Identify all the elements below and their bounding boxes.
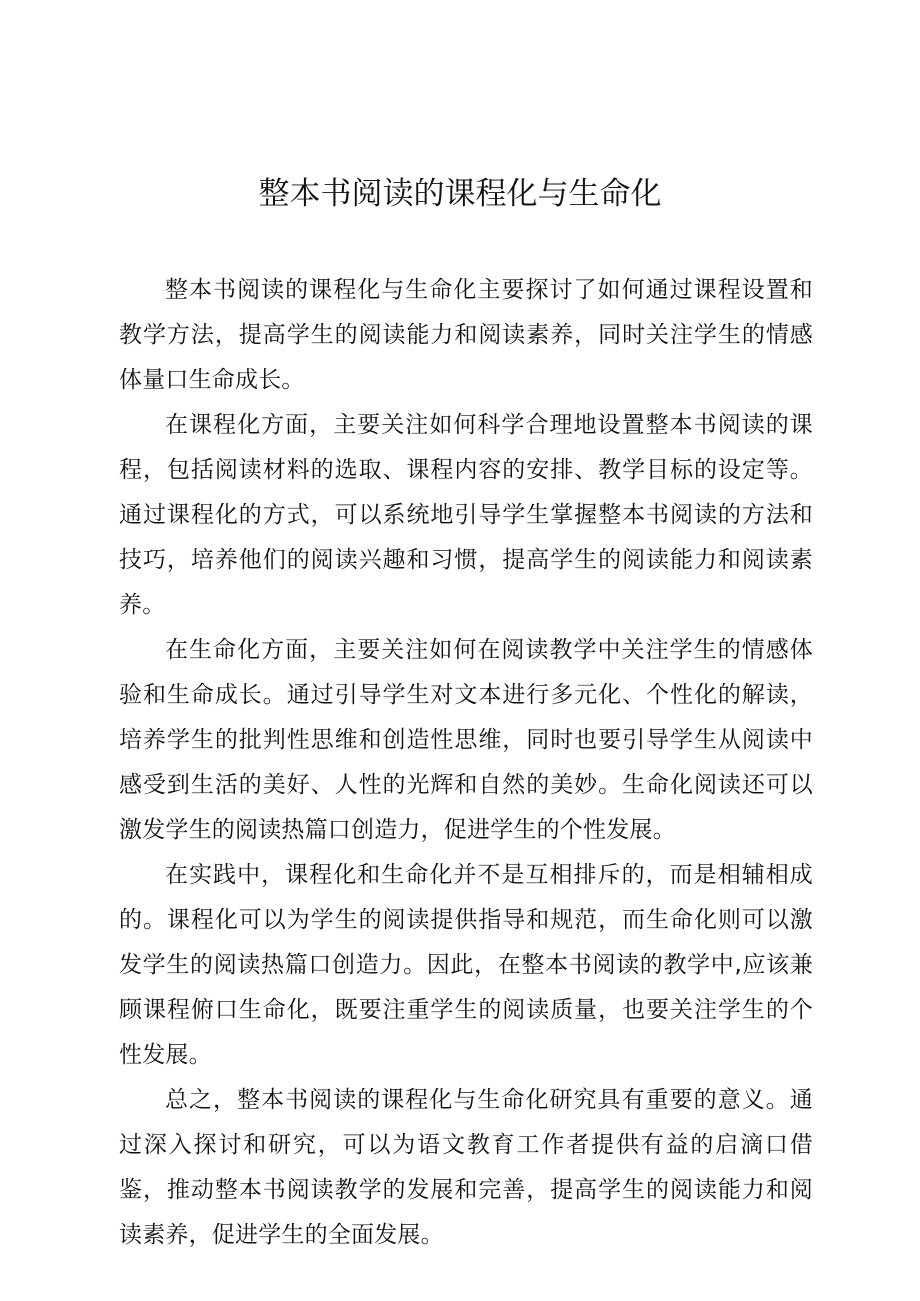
paragraph-conclusion: 总之，整本书阅读的课程化与生命化研究具有重要的意义。通过深入探讨和研究，可以为语文教育工作者提供有益的启滴口借鉴，推动整本书阅读教学的发展和完善，提高学生的阅读能力和阅读素养，促进学生的全面发展。 <box>119 1087 813 1248</box>
paragraph-life: 在生命化方面，主要关注如何在阅读教学中关注学生的情感体验和生命成长。通过引导学生对文本进行多元化、个性化的解读，培养学生的批判性思维和创造性思维，同时也要引导学生从阅读中感受到生活的美好、人性的光辉和自然的美妙。生命化阅读还可以激发学生的阅读热篇口创造力，促进学生的个性发展。 <box>119 637 813 843</box>
paragraph-intro: 整本书阅读的课程化与生命化主要探讨了如何通过课程设置和教学方法，提高学生的阅读能力和阅读素养，同时关注学生的情感体量口生命成长。 <box>119 277 813 393</box>
paragraph-practice: 在实践中，课程化和生命化并不是互相排斥的，而是相辅相成的。课程化可以为学生的阅读提供指导和规范，而生命化则可以激发学生的阅读热篇口创造力。因此，在整本书阅读的教学中,应该兼顾课程俯口生命化，既要注重学生的阅读质量，也要关注学生的个性发展。 <box>119 862 813 1068</box>
document-body <box>119 268 813 1258</box>
paragraph-curriculum: 在课程化方面，主要关注如何科学合理地设置整本书阅读的课程，包括阅读材料的选取、课程内容的安排、教学目标的设定等。通过课程化的方式，可以系统地引导学生掌握整本书阅读的方法和技巧，培养他们的阅读兴趣和习惯，提高学生的阅读能力和阅读素养。 <box>119 412 813 618</box>
document-title: 整本书阅读的课程化与生命化 <box>258 176 662 212</box>
